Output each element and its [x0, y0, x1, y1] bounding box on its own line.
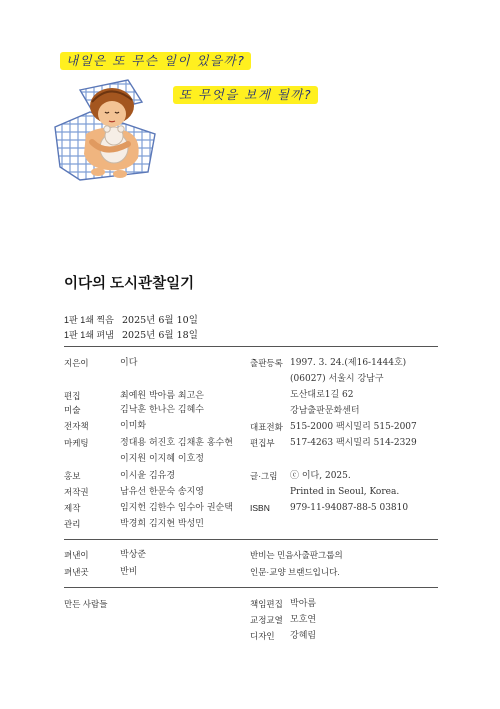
maker-key: 교정교열	[250, 615, 283, 625]
brand-line-1: 반비는 민음사출판그룹의	[250, 550, 343, 560]
credit-key: 편집부	[250, 438, 275, 448]
printing-1-label: 1판 1쇄 찍음	[64, 315, 114, 325]
maker-value: 강혜림	[290, 631, 317, 641]
credit-key: 글·그림	[250, 471, 278, 481]
printing-1	[64, 312, 198, 326]
credit-value: 정대용 허진호 김채훈 홍수현	[120, 438, 233, 448]
makers-heading: 만든 사람들	[64, 599, 108, 609]
credit-key: 홍보	[64, 471, 81, 481]
divider-bottom	[64, 587, 438, 588]
speech-line-1: 내일은 또 무슨 일이 있을까?	[60, 52, 251, 70]
speech-line-2: 또 무엇을 보게 될까?	[173, 86, 318, 104]
credit-value: 강남출판문화센터	[290, 406, 360, 416]
credit-key: 관리	[64, 519, 81, 529]
printing-2-date: 2025년 6월 18일	[122, 330, 198, 341]
credit-value: (06027) 서울시 강남구	[290, 374, 384, 384]
publisher-key: 펴낸곳	[64, 567, 89, 577]
publisher-key: 펴낸이	[64, 550, 89, 560]
maker-value: 박아름	[290, 599, 317, 609]
credit-value: 이다	[120, 358, 138, 368]
credit-value: ⓒ 이다, 2025.	[290, 471, 351, 481]
printing-2-label: 1판 1쇄 펴냄	[64, 330, 114, 340]
credit-value: 이지원 이지혜 이호정	[120, 454, 204, 464]
credit-value: 517-4263 팩시밀리 514-2329	[290, 438, 417, 448]
credit-value: 1997. 3. 24.(제16-1444호)	[290, 358, 407, 368]
credit-value: Printed in Seoul, Korea.	[290, 487, 400, 497]
credit-key: ISBN	[250, 503, 270, 513]
credit-value: 도산대로1길 62	[290, 390, 354, 400]
credit-value: 최예원 박아름 최고은	[120, 391, 204, 401]
publisher-value: 반비	[120, 567, 138, 577]
divider-middle	[64, 539, 438, 540]
printing-1-date: 2025년 6월 10일	[122, 315, 198, 326]
credit-value: 남유선 한문숙 송지영	[120, 487, 204, 497]
credit-value: 김낙훈 한나은 김혜수	[120, 405, 204, 415]
divider-top	[64, 346, 438, 347]
credit-value: 박경희 김지현 박성민	[120, 519, 204, 529]
credit-key: 전자책	[64, 421, 89, 431]
credit-key: 미술	[64, 405, 81, 415]
credit-value: 임지헌 김한수 임수아 권순택	[120, 503, 233, 513]
credit-value: 이미화	[120, 421, 147, 431]
credit-key: 저작권	[64, 487, 89, 497]
maker-key: 디자인	[250, 631, 275, 641]
credit-key: 지은이	[64, 358, 89, 368]
book-title: 이다의 도시관찰일기	[64, 276, 195, 292]
credit-value: 979-11-94087-88-5 03810	[290, 503, 409, 513]
credit-key: 제작	[64, 503, 81, 513]
brand-line-2: 인문·교양 브랜드입니다.	[250, 567, 340, 577]
credit-key: 마케팅	[64, 438, 89, 448]
credit-value: 515-2000 팩시밀리 515-2007	[290, 422, 417, 432]
maker-key: 책임편집	[250, 599, 283, 609]
credit-key: 대표전화	[250, 422, 283, 432]
maker-value: 모호연	[290, 615, 317, 625]
credit-key: 편집	[64, 391, 81, 401]
girl-sleeping-illustration	[50, 72, 170, 184]
credit-key: 출판등록	[250, 358, 283, 368]
credit-value: 이시윤 김유경	[120, 471, 176, 481]
publisher-value: 박상준	[120, 550, 147, 560]
printing-2	[64, 327, 198, 341]
